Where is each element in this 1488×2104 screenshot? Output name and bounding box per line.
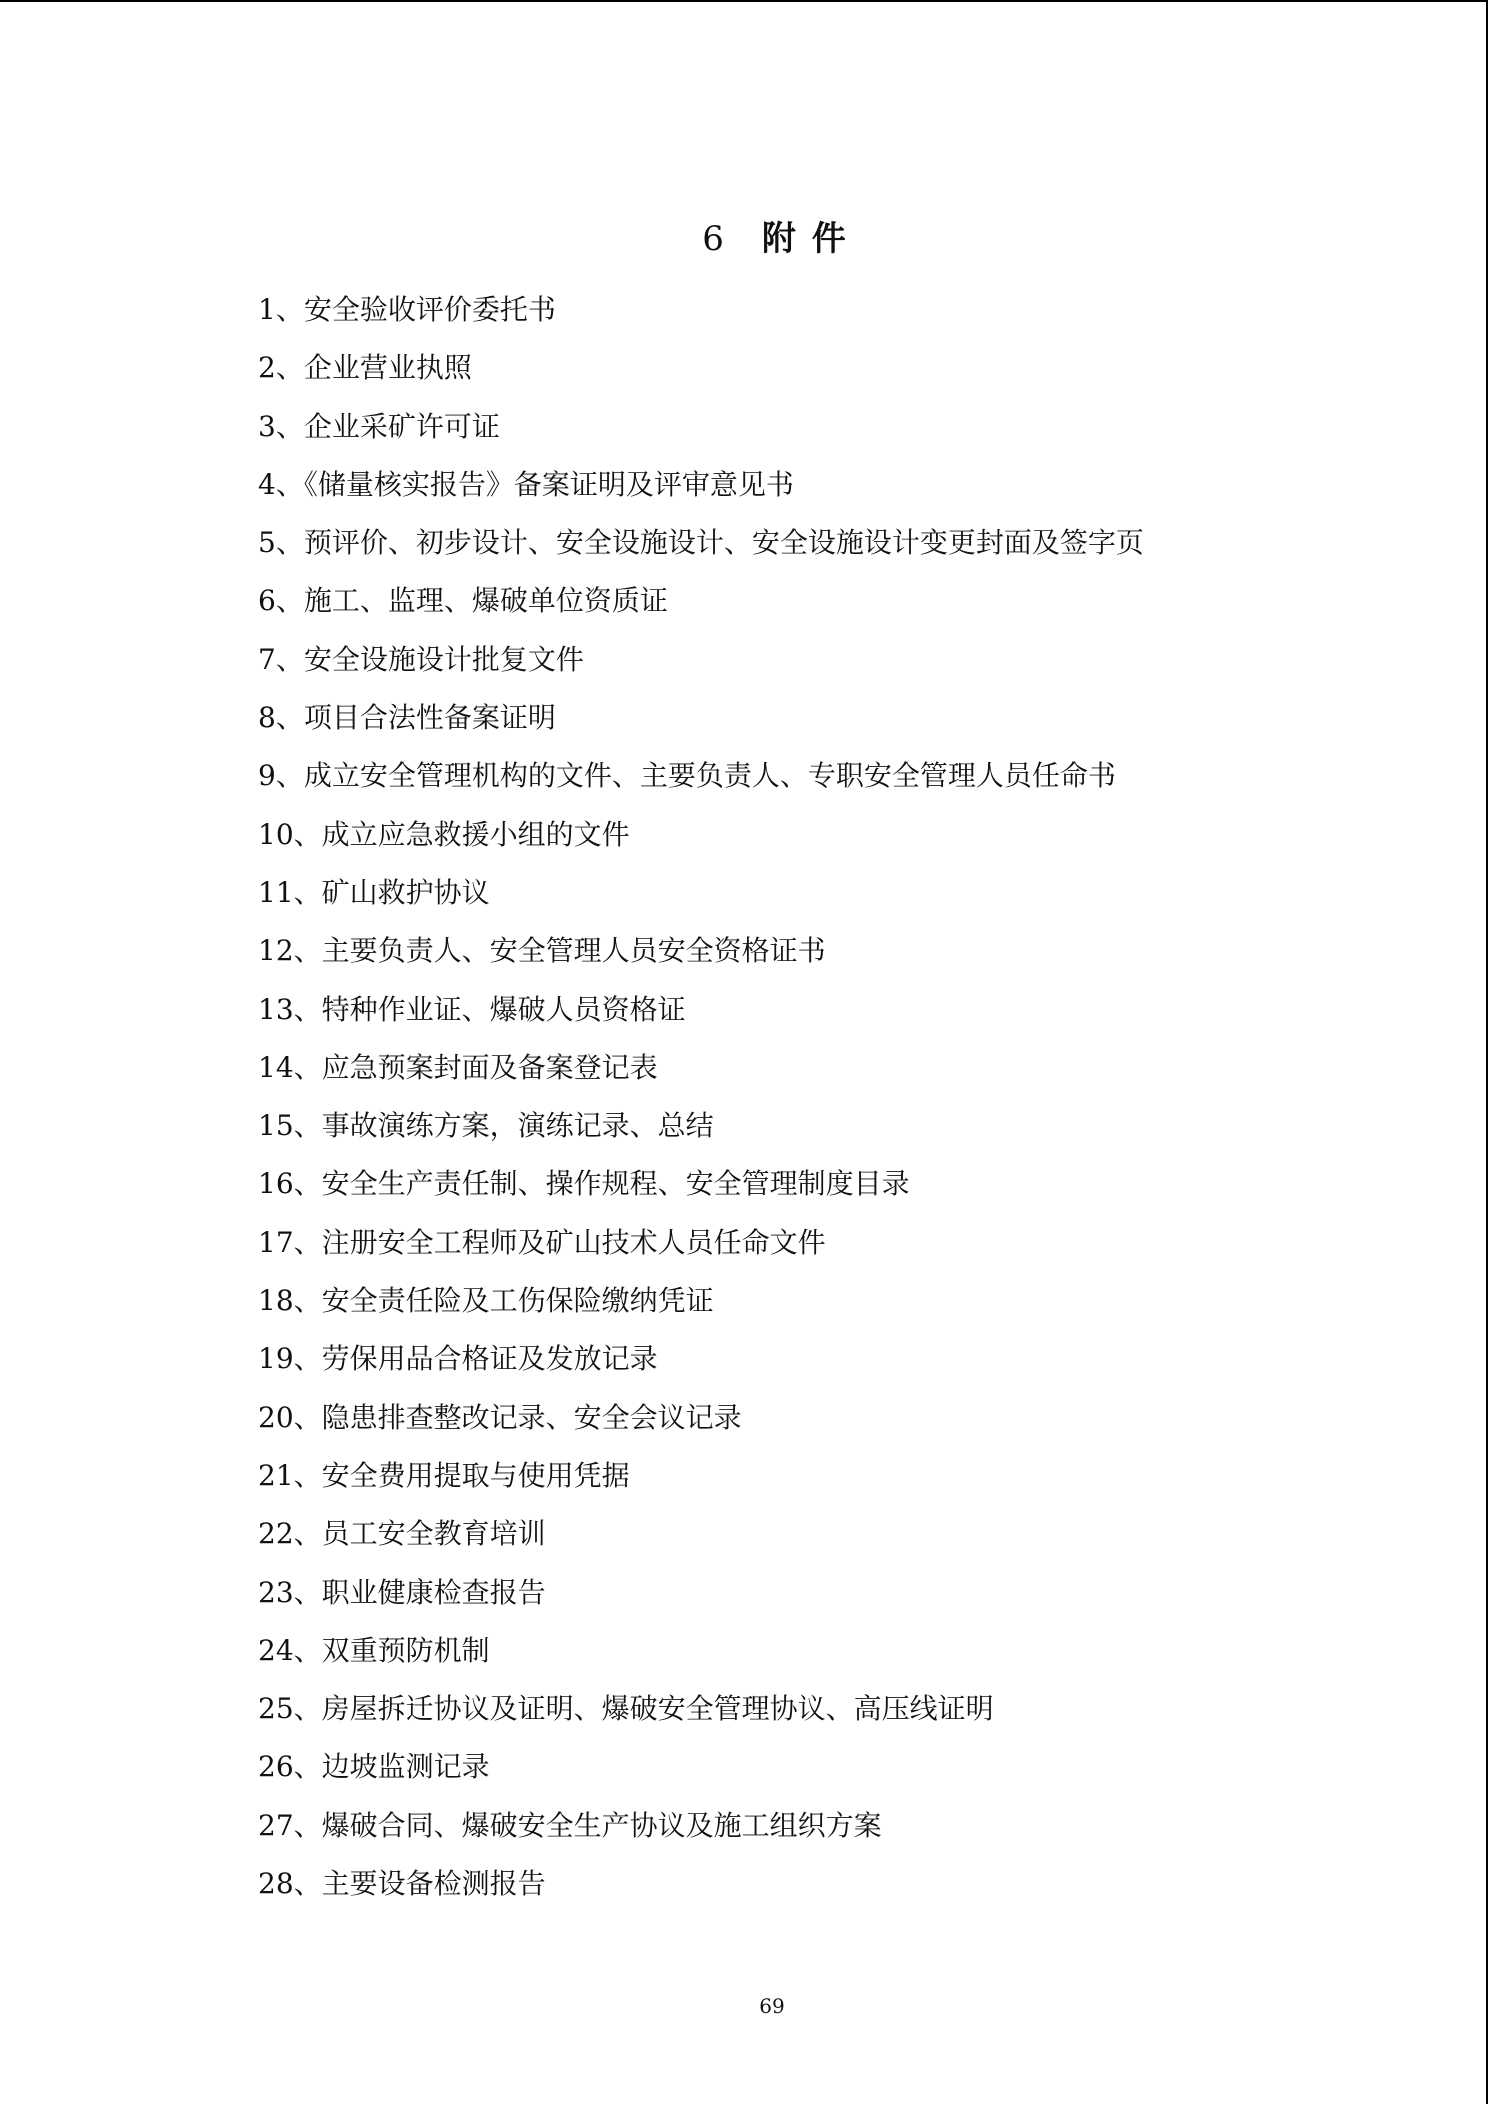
section-title-text: 附 件 (761, 218, 848, 259)
list-item: 3、企业采矿许可证 (258, 409, 500, 443)
list-item: 20、隐患排查整改记录、安全会议记录 (258, 1400, 742, 1434)
list-item: 14、应急预案封面及备案登记表 (258, 1050, 658, 1084)
list-item: 15、事故演练方案，演练记录、总结 (258, 1109, 714, 1143)
list-item: 25、房屋拆迁协议及证明、爆破安全管理协议、高压线证明 (258, 1692, 994, 1726)
list-item: 26、边坡监测记录 (258, 1750, 490, 1784)
section-number: 6 (702, 218, 726, 259)
list-item: 1、安全验收评价委托书 (258, 293, 556, 326)
list-item: 17、注册安全工程师及矿山技术人员任命文件 (258, 1225, 826, 1259)
list-item: 2、企业营业执照 (258, 351, 472, 385)
list-item: 12、主要负责人、安全管理人员安全资格证书 (258, 934, 826, 968)
list-item: 22、员工安全教育培训 (258, 1517, 546, 1551)
list-item: 6、施工、监理、爆破单位资质证 (258, 584, 668, 618)
list-item: 28、主要设备检测报告 (258, 1867, 546, 1901)
list-item: 23、职业健康检查报告 (258, 1575, 546, 1609)
list-item: 11、矿山救护协议 (258, 875, 490, 909)
list-item: 7、安全设施设计批复文件 (258, 642, 584, 676)
list-item: 10、成立应急救援小组的文件 (258, 817, 630, 851)
page-top-border (0, 0, 1488, 2)
list-item: 18、安全责任险及工伤保险缴纳凭证 (258, 1284, 714, 1318)
list-item: 24、双重预防机制 (258, 1633, 490, 1667)
list-item: 21、安全费用提取与使用凭据 (258, 1458, 630, 1492)
list-item: 9、成立安全管理机构的文件、主要负责人、专职安全管理人员任命书 (258, 759, 1116, 793)
page-number: 69 (759, 1994, 785, 2018)
list-item: 4、《储量核实报告》备案证明及评审意见书 (258, 467, 794, 501)
list-item: 5、预评价、初步设计、安全设施设计、安全设施设计变更封面及签字页 (258, 526, 1144, 560)
list-item: 27、爆破合同、爆破安全生产协议及施工组织方案 (258, 1808, 882, 1842)
list-item: 8、项目合法性备案证明 (258, 701, 556, 735)
section-title (0, 215, 1488, 263)
list-item: 13、特种作业证、爆破人员资格证 (258, 992, 686, 1026)
list-item: 19、劳保用品合格证及发放记录 (258, 1342, 658, 1376)
list-item: 16、安全生产责任制、操作规程、安全管理制度目录 (258, 1167, 910, 1201)
attachment-list (258, 285, 1378, 1917)
